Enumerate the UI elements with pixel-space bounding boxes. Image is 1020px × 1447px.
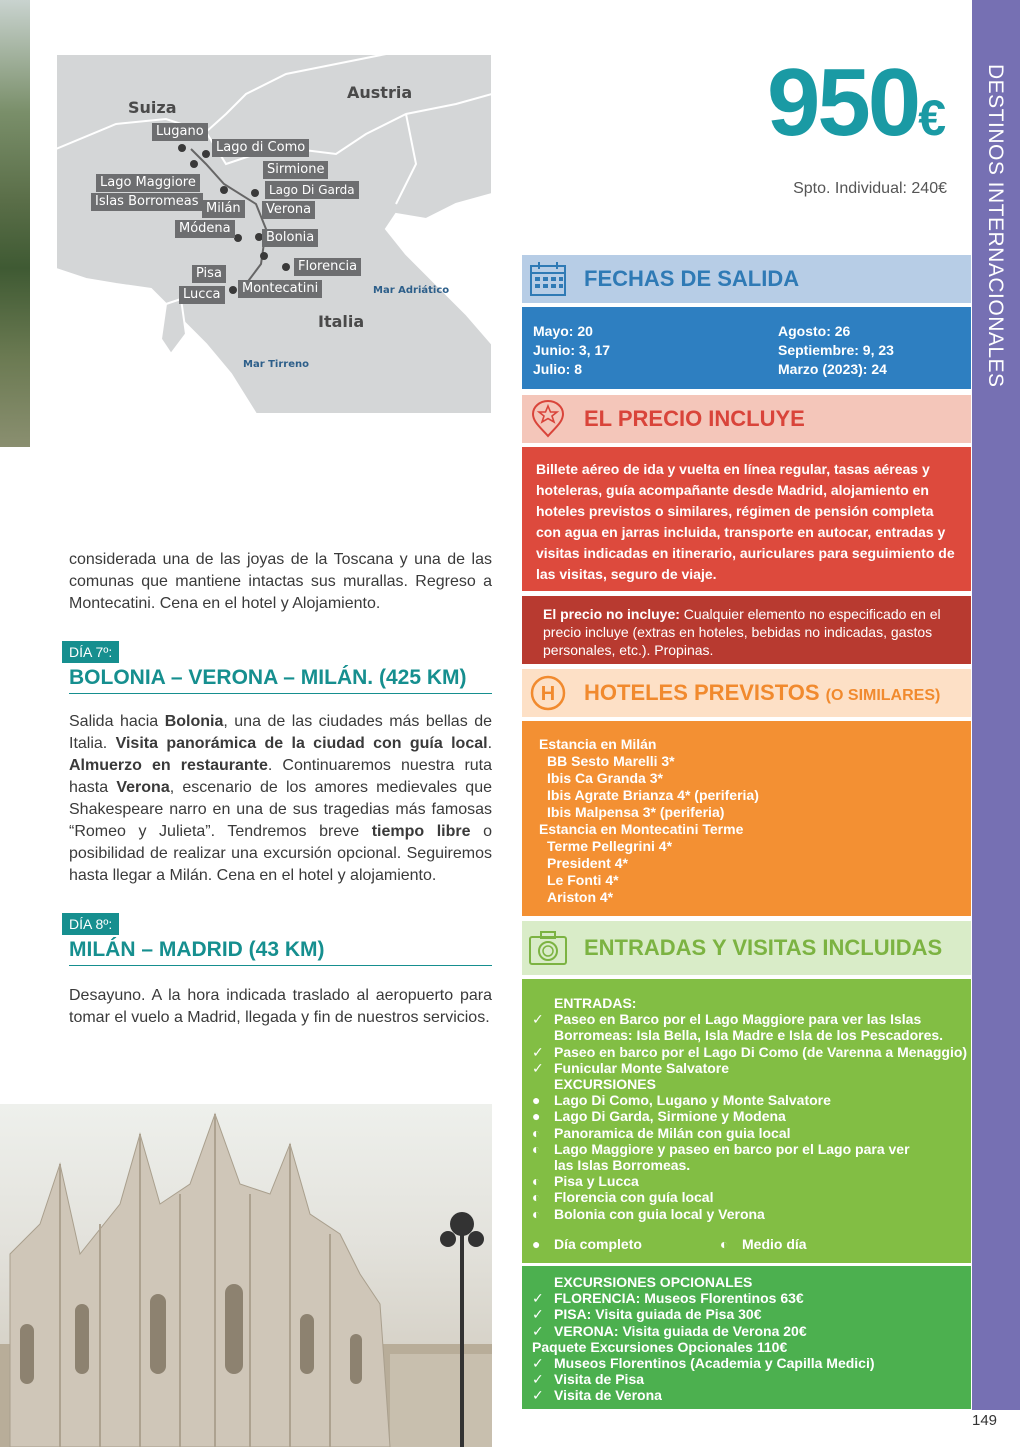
entradas-title: ENTRADAS Y VISITAS INCLUIDAS [584,935,943,960]
entradas-header [522,921,971,975]
map-dot-montecatini-road [260,252,268,260]
entradas-body [522,979,971,1263]
route-map [56,54,492,414]
excursion-half-day: ◐ Pisa y Lucca [532,1173,971,1189]
paquete-item: ✓ Visita de Verona [532,1387,971,1403]
day-8-paragraph: Desayuno. A la hora indicada traslado al aeropuerto para tomar el vuelo a Madrid, llegada y fin de nuestros servicios. [69,987,492,1026]
day-7-paragraph: Salida hacia Bolonia, una de las ciudades más bellas de Italia. Visita panorámica de la ciudad con guía local. Almuerzo en restaurante. Continuaremos nuestra ruta hasta Verona, escenario de los amores medievales que Shakespeare narro en una de sus tragedias más famosas “Romeo y Julieta”. Tendremos breve tiempo libre o posibilidad de realizar una excursión opcional. Seguiremos hasta llegar a Milán. Cena en el hotel y alojamiento. [69,713,493,884]
opcionales-title: EXCURSIONES OPCIONALES [554,1274,753,1290]
legend-full-day: ● Día completo [532,1236,720,1252]
fecha-item: Septiembre: 9, 23 [778,342,894,358]
excursion-full-day: ● Lago Di Garda, Sirmione y Modena [532,1108,971,1124]
excursion-half-day: ◐ Florencia con guía local [532,1189,971,1205]
hotel-group-label: Estancia en Milán [539,736,657,752]
fechas-body [522,307,971,389]
page-number: 149 [972,1412,998,1429]
entrada-item: ✓ Paseo en Barco por el Lago Maggiore para ver las Islas [532,1011,971,1027]
incluye-body [522,447,971,591]
hotel-item: Ibis Malpensa 3* (periferia) [547,804,725,820]
hoteles-body [522,721,971,916]
map-label-lago-di-como: Lago di Como [212,139,309,157]
calendar-icon [528,259,568,299]
fecha-item: Agosto: 26 [778,323,851,339]
entrada-item-cont: Borromeas: Isla Bella, Isla Madre e Isla de los Pescadores. [554,1027,944,1044]
map-label-montecatini: Montecatini [238,280,322,298]
incluye-text: Billete aéreo de ida y vuelta en línea regular, tasas aéreas y hoteleras, guía acompañante desde Madrid, alojamiento en hoteles previstos o similares, régimen de pensión completa con agua en jarras incluida, transporte en autocar, entradas y visitas indicadas en itinerario, auriculares para seguimiento de las visitas, seguro de viaje. [536,461,955,582]
excursion-full-day: ● Lago Di Como, Lugano y Monte Salvatore [532,1092,971,1108]
incluye-header [522,395,971,443]
map-dot-florencia [282,263,290,271]
opcionales-body [522,1266,971,1409]
day-7-title: BOLONIA – VERONA – MILÁN. (425 KM) [69,666,492,694]
fecha-item: Mayo: 20 [533,323,593,339]
excursiones-label: EXCURSIONES [554,1076,656,1093]
map-label-bolonia: Bolonia [262,229,318,247]
hotel-item: Terme Pellegrini 4* [547,838,673,854]
map-label-milan: Milán [202,200,245,218]
hotel-group-label: Estancia en Montecatini Terme [539,821,744,837]
hotel-item: BB Sesto Marelli 3* [547,753,675,769]
map-dot-lucca [229,286,237,294]
section-sidebar-label: DESTINOS INTERNACIONALES [984,64,1007,388]
map-label-florencia: Florencia [294,258,361,276]
hotel-icon [528,673,568,713]
hoteles-header [522,669,971,717]
map-dot-varese [190,160,198,168]
map-sea-adriatico: Mar Adriático [373,285,450,296]
incluye-title: EL PRECIO INCLUYE [584,406,805,431]
map-country-suiza: Suiza [128,98,177,117]
star-badge-icon [528,399,568,439]
excursion-half-day: ◐ Panoramica de Milán con guia local [532,1125,971,1141]
svg-text:H: H [540,683,556,705]
map-label-pisa: Pisa [192,265,226,283]
intro-paragraph: considerada una de las joyas de la Toscana y una de las comunas que mantiene intactas sus murallas. Regreso a Montecatini. Cena en el hotel y Alojamiento. [69,551,492,612]
fecha-item: Junio: 3, 17 [533,342,611,358]
fechas-header [522,255,971,303]
fecha-item: Julio: 8 [533,361,583,377]
map-label-lago-di-garda: Lago Di Garda [265,181,359,199]
excursion-half-day: ◐ Bolonia con guia local y Verona [532,1206,971,1222]
hotel-item: Ariston 4* [547,889,614,905]
fecha-item: Marzo (2023): 24 [778,361,887,377]
paquete-item: ✓ Museos Florentinos (Academia y Capilla Medici) [532,1355,971,1371]
fechas-title: FECHAS DE SALIDA [584,266,800,291]
map-label-modena: Módena [175,220,235,238]
opcional-item: ✓ PISA: Visita guiada de Pisa 30€ [532,1306,971,1322]
milan-cathedral-photo [0,1104,492,1447]
hotel-item: Ibis Agrate Brianza 4* (periferia) [547,787,759,803]
day-8-tag: DÍA 8º: [62,913,119,935]
price-amount: 950€ [767,49,946,156]
single-supplement: Spto. Individual: 240€ [793,180,947,197]
day-8-title: MILÁN – MADRID (43 KM) [69,938,492,966]
map-label-lago-maggiore: Lago Maggiore [96,174,200,192]
map-dot-como [202,150,210,158]
map-label-islas-borromeas: Islas Borromeas [91,193,203,211]
no-incluye-body [522,596,971,664]
legend-half-day: ◐ Medio día [720,1236,807,1252]
hoteles-title: HOTELES PREVISTOS (O SIMILARES) [584,680,941,705]
map-sea-tirreno: Mar Tirreno [243,359,309,370]
day-7-tag: DÍA 7º: [62,641,119,663]
fechas-left-list [533,322,610,379]
camera-icon [528,928,568,968]
no-incluye-text: El precio no incluye: Cualquier elemento no especificado en el precio incluye (extras en hoteles, bebidas no indicadas, gastos personales, etc.). Propinas. [543,606,941,658]
fechas-right-list [778,322,894,379]
landscape-photo-strip [0,0,30,447]
map-label-lucca: Lucca [179,286,225,304]
map-label-verona: Verona [262,201,315,219]
map-dot-garda [251,189,259,197]
map-label-sirmione: Sirmione [263,161,328,179]
map-country-italia: Italia [318,312,365,331]
map-dot-milan [220,186,228,194]
opcional-item: ✓ VERONA: Visita guiada de Verona 20€ [532,1323,971,1339]
entradas-label: ENTRADAS: [554,995,637,1011]
hotel-item: President 4* [547,855,628,871]
entrada-item: ✓ Funicular Monte Salvatore [532,1060,971,1076]
excursion-half-day: ◐ Lago Maggiore y paseo en barco por el Lago para ver [532,1141,971,1157]
paquete-label: Paquete Excursiones Opcionales 110€ [532,1338,788,1355]
map-dot-modena [234,234,242,242]
map-dot-lugano [178,144,186,152]
opcional-item: ✓ FLORENCIA: Museos Florentinos 63€ [532,1290,971,1306]
map-country-austria: Austria [347,83,413,102]
map-label-lugano: Lugano [152,123,208,141]
hotel-item: Ibis Ca Granda 3* [547,770,663,786]
entrada-item: ✓ Paseo en barco por el Lago Di Como (de Varenna a Menaggio) [532,1044,971,1060]
hotel-item: Le Fonti 4* [547,872,619,888]
legend [532,1236,971,1252]
excursion-half-day-cont: las Islas Borromeas. [554,1157,691,1174]
paquete-item: ✓ Visita de Pisa [532,1371,971,1387]
